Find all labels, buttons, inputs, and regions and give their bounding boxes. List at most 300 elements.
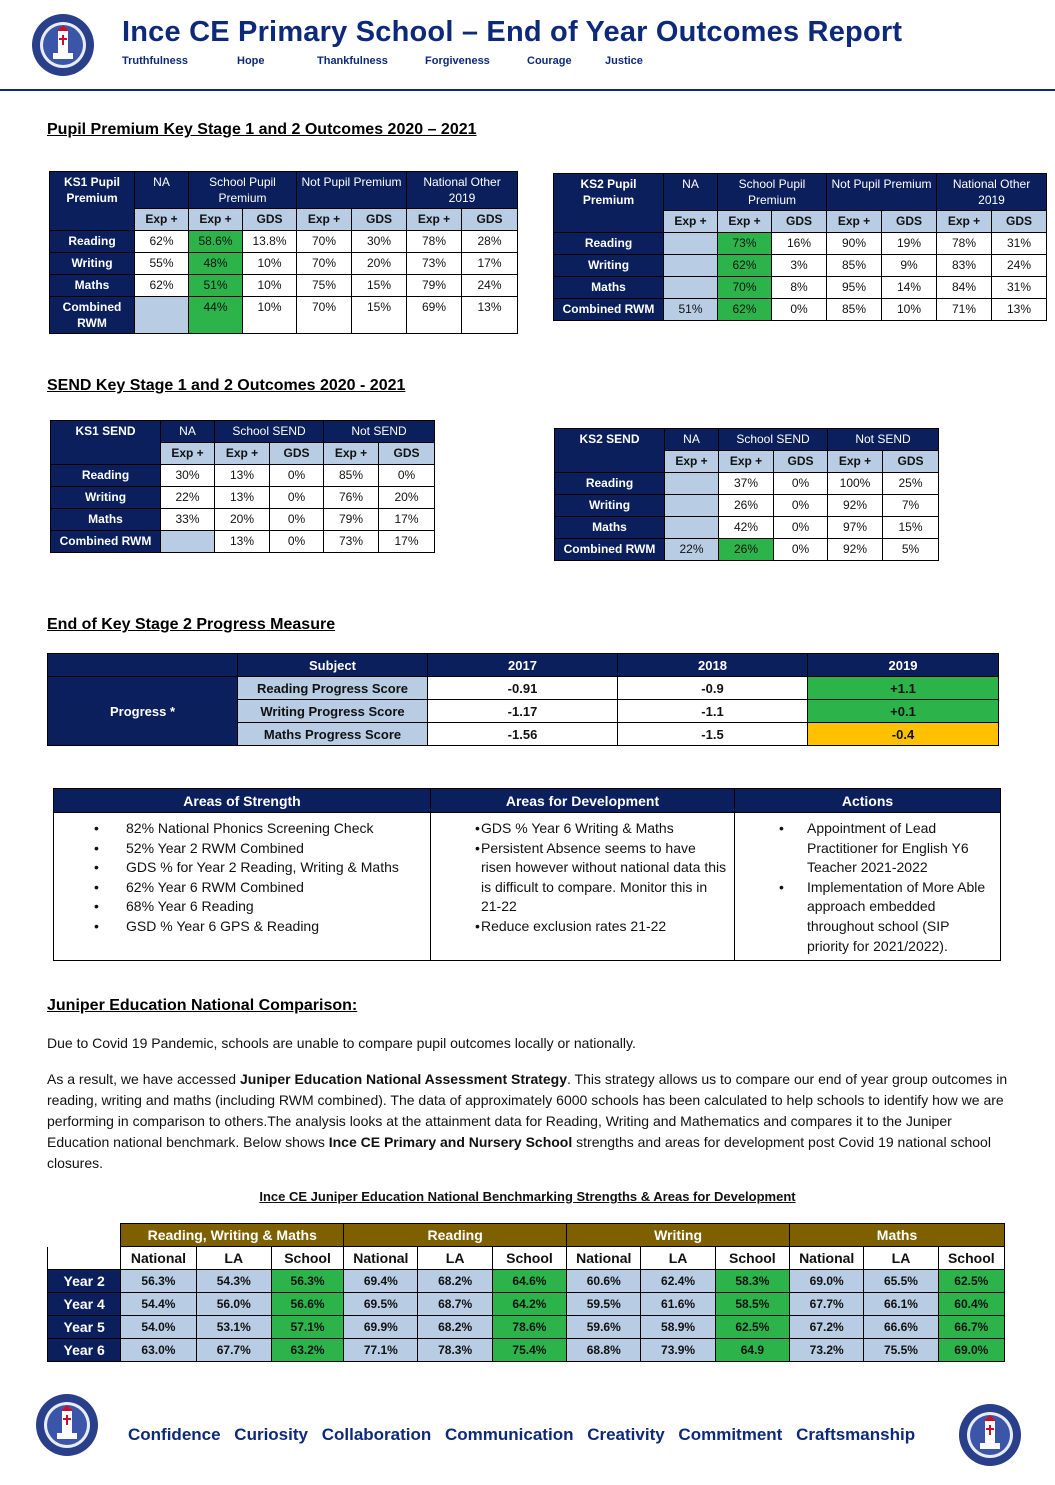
table-cell: 78%: [937, 233, 992, 255]
table-cell: 13%: [215, 487, 270, 509]
score-cell: +1.1: [808, 677, 999, 700]
table-cell: 24%: [992, 255, 1047, 277]
exp-header: Exp +: [664, 211, 718, 233]
list-item: • 68% Year 6 Reading: [54, 897, 430, 917]
table-cell: 60.6%: [567, 1270, 641, 1293]
table-cell: 20%: [352, 253, 407, 275]
table-row: [50, 297, 518, 334]
table-cell: 73%: [718, 233, 772, 255]
year-label: Year 6: [48, 1339, 121, 1362]
row-label: Writing: [50, 253, 135, 275]
list-item: • 62% Year 6 RWM Combined: [54, 878, 430, 898]
table-row: [51, 465, 435, 487]
value-courage: Courage: [527, 55, 572, 67]
gds-header: GDS: [352, 209, 407, 231]
table-cell: 69.5%: [344, 1293, 418, 1316]
table-cell: 100%: [828, 473, 883, 495]
para-text: . This strategy allows us to compare our end of year group outcomes in reading, writing and maths (including RWM combined). The data of approximately 6000 schools has been calculated to help schools to identify how we are performing in comparison to others.The analysis looks at the attainment data for Reading, Writing and Mathematics and compares it to the Juniper Education national benchmark. Below shows: [47, 1071, 1008, 1150]
school-pp-header: School Pupil Premium: [718, 174, 827, 211]
footer-word: Curiosity: [234, 1425, 308, 1444]
exp-header: Exp +: [407, 209, 462, 231]
juniper-heading: Juniper Education National Comparison:: [47, 997, 358, 1014]
col-header: LA: [196, 1247, 271, 1270]
table-cell: 95%: [827, 277, 882, 299]
score-cell: -0.91: [428, 677, 618, 700]
table-cell: 51%: [189, 275, 243, 297]
table-cell: 17%: [462, 253, 518, 275]
table-cell: 78.6%: [492, 1316, 566, 1339]
table-cell: 68.8%: [567, 1339, 641, 1362]
gds-header: GDS: [270, 443, 324, 465]
table-cell: 58.9%: [641, 1316, 715, 1339]
table-cell: 16%: [772, 233, 827, 255]
table-row: [48, 1270, 1005, 1293]
table-cell: 31%: [992, 233, 1047, 255]
table-cell: 37%: [719, 473, 774, 495]
table-cell: 84%: [937, 277, 992, 299]
exp-header: Exp +: [189, 209, 243, 231]
progress-row-label: Progress *: [48, 677, 238, 746]
exp-header: Exp +: [135, 209, 189, 231]
table-cell: 75.5%: [864, 1339, 938, 1362]
ks1-send-title: KS1 SEND: [51, 421, 161, 465]
group-header: Maths: [790, 1224, 1005, 1247]
table-cell: 19%: [882, 233, 937, 255]
footer-word: Craftsmanship: [796, 1425, 916, 1444]
table-cell: 0%: [270, 531, 324, 553]
ks2-pp-title: KS2 Pupil Premium: [554, 174, 664, 233]
table-cell: 15%: [352, 297, 407, 334]
col-header: LA: [641, 1247, 715, 1270]
juniper-para-1: Due to Covid 19 Pandemic, schools are unable to compare pupil outcomes locally or nationally.: [47, 1035, 636, 1051]
value-justice: Justice: [605, 55, 643, 67]
table-cell: 56.6%: [271, 1293, 343, 1316]
table-cell: 73.2%: [790, 1339, 864, 1362]
table-cell: 66.7%: [938, 1316, 1004, 1339]
table-cell: 9%: [882, 255, 937, 277]
year-label: Year 5: [48, 1316, 121, 1339]
table-cell: 15%: [352, 275, 407, 297]
para-bold: Juniper Education National Assessment Strategy: [240, 1071, 568, 1087]
table-cell: 17%: [379, 509, 435, 531]
table-cell: 75%: [297, 275, 352, 297]
table-cell: 58.3%: [715, 1270, 789, 1293]
school-pp-header: School Pupil Premium: [189, 172, 297, 209]
table-cell: 77.1%: [344, 1339, 418, 1362]
table-row: [50, 275, 518, 297]
list-item: • Persistent Absence seems to have risen however without national data this is difficult to compare. Monitor this in 21-22: [431, 839, 728, 917]
table-cell: 57.1%: [271, 1316, 343, 1339]
table-cell: 0%: [774, 517, 828, 539]
actions-cell: [735, 813, 1001, 961]
gds-header: GDS: [243, 209, 297, 231]
para-text: As a result, we have accessed: [47, 1071, 240, 1087]
areas-table: [53, 788, 1001, 961]
table-cell: 62.5%: [715, 1316, 789, 1339]
table-cell: 79%: [407, 275, 462, 297]
table-cell: 76%: [324, 487, 379, 509]
table-cell: [664, 255, 718, 277]
table-cell: 17%: [379, 531, 435, 553]
table-cell: 70%: [297, 253, 352, 275]
not-send-header: Not SEND: [828, 429, 939, 451]
table-cell: 7%: [883, 495, 939, 517]
table-row: [554, 277, 1047, 299]
table-row: [50, 253, 518, 275]
table-cell: 85%: [827, 299, 882, 321]
table-cell: 69.4%: [344, 1270, 418, 1293]
footer-word: Commitment: [678, 1425, 783, 1444]
value-forgiveness: Forgiveness: [425, 55, 490, 67]
school-send-header: School SEND: [719, 429, 828, 451]
row-label: Combined RWM: [554, 299, 664, 321]
table-cell: 73%: [324, 531, 379, 553]
score-cell: -1.56: [428, 723, 618, 746]
table-cell: 42%: [719, 517, 774, 539]
not-pp-header: Not Pupil Premium: [297, 172, 407, 209]
table-cell: [135, 297, 189, 334]
table-cell: 53.1%: [196, 1316, 271, 1339]
table-cell: 69.0%: [790, 1270, 864, 1293]
exp-header: Exp +: [161, 443, 215, 465]
table-row: [51, 531, 435, 553]
gds-header: GDS: [772, 211, 827, 233]
gds-header: GDS: [883, 451, 939, 473]
school-send-header: School SEND: [215, 421, 324, 443]
benchmark-table: [47, 1223, 1005, 1362]
table-cell: 58.6%: [189, 231, 243, 253]
table-cell: [664, 277, 718, 299]
col-header: National: [121, 1247, 196, 1270]
table-cell: 67.2%: [790, 1316, 864, 1339]
gds-header: GDS: [462, 209, 518, 231]
development-cell: [431, 813, 735, 961]
table-row: [555, 539, 939, 561]
table-cell: 62.4%: [641, 1270, 715, 1293]
col-header: School: [492, 1247, 566, 1270]
gds-header: GDS: [774, 451, 828, 473]
table-cell: 59.6%: [567, 1316, 641, 1339]
table-cell: 0%: [772, 299, 827, 321]
page-title: Ince CE Primary School – End of Year Outcomes Report: [122, 16, 903, 48]
table-cell: 70%: [297, 297, 352, 334]
row-label: Maths: [555, 517, 665, 539]
table-cell: [665, 473, 719, 495]
table-cell: 90%: [827, 233, 882, 255]
gds-header: GDS: [992, 211, 1047, 233]
list-item: • GDS % Year 6 Writing & Maths: [431, 819, 728, 839]
table-cell: 26%: [719, 539, 774, 561]
score-cell: -1.5: [618, 723, 808, 746]
table-cell: 70%: [718, 277, 772, 299]
table-cell: 13%: [462, 297, 518, 334]
pp-heading: Pupil Premium Key Stage 1 and 2 Outcomes 2020 – 2021: [47, 121, 477, 138]
table-cell: 62%: [718, 299, 772, 321]
exp-header: Exp +: [719, 451, 774, 473]
row-label: Writing: [51, 487, 161, 509]
bench-corner: [48, 1224, 121, 1247]
value-hope: Hope: [237, 55, 265, 67]
development-header: Areas for Development: [431, 789, 735, 813]
table-cell: [665, 517, 719, 539]
table-cell: 69%: [407, 297, 462, 334]
benchmark-title: Ince CE Juniper Education National Benchmarking Strengths & Areas for Development: [259, 1189, 796, 1204]
row-label: Writing: [555, 495, 665, 517]
year-header: 2017: [428, 654, 618, 677]
row-label: Maths: [50, 275, 135, 297]
table-cell: 24%: [462, 275, 518, 297]
table-row: [555, 473, 939, 495]
col-header: School: [715, 1247, 789, 1270]
col-header: School: [271, 1247, 343, 1270]
table-cell: 66.1%: [864, 1293, 938, 1316]
table-cell: 25%: [883, 473, 939, 495]
row-label: Maths: [554, 277, 664, 299]
list-item: • 82% National Phonics Screening Check: [54, 819, 430, 839]
table-cell: 0%: [774, 473, 828, 495]
table-row: [48, 1293, 1005, 1316]
list-item: • Reduce exclusion rates 21-22: [431, 917, 728, 937]
table-cell: 67.7%: [790, 1293, 864, 1316]
list-item: • Implementation of More Able approach embedded throughout school (SIP priority for 2021/2022).: [735, 878, 994, 956]
exp-header: Exp +: [937, 211, 992, 233]
table-cell: 10%: [243, 275, 297, 297]
table-cell: 15%: [883, 517, 939, 539]
table-cell: 68.2%: [418, 1316, 492, 1339]
table-cell: 66.6%: [864, 1316, 938, 1339]
list-item: • GDS % for Year 2 Reading, Writing & Maths: [54, 858, 430, 878]
table-cell: 62%: [718, 255, 772, 277]
school-crest-logo: [31, 13, 95, 77]
table-cell: 31%: [992, 277, 1047, 299]
ks1-pp-table: [49, 171, 518, 334]
na-header: NA: [161, 421, 215, 443]
table-cell: 85%: [827, 255, 882, 277]
group-header: Reading: [344, 1224, 567, 1247]
table-row: [554, 255, 1047, 277]
table-cell: 54.0%: [121, 1316, 196, 1339]
table-cell: 20%: [215, 509, 270, 531]
na-header: NA: [135, 172, 189, 209]
table-cell: 62%: [135, 275, 189, 297]
actions-list: [735, 813, 1000, 960]
table-cell: 67.7%: [196, 1339, 271, 1362]
table-cell: 56.0%: [196, 1293, 271, 1316]
exp-header: Exp +: [215, 443, 270, 465]
table-cell: 78%: [407, 231, 462, 253]
year-label: Year 2: [48, 1270, 121, 1293]
gds-header: GDS: [379, 443, 435, 465]
table-cell: 62.5%: [938, 1270, 1004, 1293]
table-cell: 26%: [719, 495, 774, 517]
ks2-send-title: KS2 SEND: [555, 429, 665, 473]
exp-header: Exp +: [324, 443, 379, 465]
table-cell: 14%: [882, 277, 937, 299]
table-row: [48, 677, 999, 700]
table-row: [50, 231, 518, 253]
score-cell: -0.4: [808, 723, 999, 746]
table-cell: 51%: [664, 299, 718, 321]
school-crest-logo: [35, 1393, 99, 1457]
table-cell: 58.5%: [715, 1293, 789, 1316]
subject-cell: Reading Progress Score: [238, 677, 428, 700]
table-cell: 73%: [407, 253, 462, 275]
list-item: • 52% Year 2 RWM Combined: [54, 839, 430, 859]
col-header: National: [790, 1247, 864, 1270]
table-cell: 20%: [379, 487, 435, 509]
table-cell: 0%: [270, 465, 324, 487]
row-label: Writing: [554, 255, 664, 277]
row-label: Maths: [51, 509, 161, 531]
table-cell: 62%: [135, 231, 189, 253]
table-cell: 10%: [882, 299, 937, 321]
ks1-send-table: [50, 420, 435, 553]
table-cell: 61.6%: [641, 1293, 715, 1316]
table-cell: 59.5%: [567, 1293, 641, 1316]
table-cell: 56.3%: [271, 1270, 343, 1293]
table-cell: 0%: [774, 495, 828, 517]
send-heading: SEND Key Stage 1 and 2 Outcomes 2020 - 2021: [47, 377, 406, 394]
subject-cell: Writing Progress Score: [238, 700, 428, 723]
table-cell: 92%: [828, 539, 883, 561]
group-header: Reading, Writing & Maths: [121, 1224, 344, 1247]
not-send-header: Not SEND: [324, 421, 435, 443]
table-cell: 8%: [772, 277, 827, 299]
table-cell: 44%: [189, 297, 243, 334]
bench-corner: [48, 1247, 121, 1270]
table-cell: [161, 531, 215, 553]
table-row: [555, 495, 939, 517]
value-truthfulness: Truthfulness: [122, 55, 189, 67]
col-header: LA: [418, 1247, 492, 1270]
table-cell: 65.5%: [864, 1270, 938, 1293]
table-cell: 30%: [352, 231, 407, 253]
table-cell: 68.2%: [418, 1270, 492, 1293]
header-rule: [0, 89, 1055, 91]
table-cell: 56.3%: [121, 1270, 196, 1293]
para-text: strengths and areas for development post Covid 19 national school closures.: [47, 1134, 991, 1171]
table-cell: 33%: [161, 509, 215, 531]
table-cell: 54.4%: [121, 1293, 196, 1316]
group-header: Writing: [567, 1224, 790, 1247]
table-cell: 0%: [379, 465, 435, 487]
table-row: [48, 1339, 1005, 1362]
footer-word: Confidence: [128, 1425, 221, 1444]
para-bold: Ince CE Primary and Nursery School: [328, 1134, 573, 1150]
score-cell: +0.1: [808, 700, 999, 723]
footer-word: Creativity: [587, 1425, 665, 1444]
juniper-para-2: [47, 1069, 1012, 1174]
col-header: School: [938, 1247, 1004, 1270]
row-label: Reading: [51, 465, 161, 487]
footer-word: Collaboration: [321, 1425, 432, 1444]
na-header: NA: [665, 429, 719, 451]
table-cell: 75.4%: [492, 1339, 566, 1362]
nat-other-header: National Other 2019: [937, 174, 1047, 211]
ks2-pp-table: [553, 173, 1047, 321]
subject-cell: Maths Progress Score: [238, 723, 428, 746]
page-header: [0, 0, 1055, 92]
exp-header: Exp +: [827, 211, 882, 233]
table-cell: 48%: [189, 253, 243, 275]
year-header: 2018: [618, 654, 808, 677]
progress-table: [47, 653, 999, 746]
table-cell: 22%: [161, 487, 215, 509]
development-list: [431, 813, 734, 941]
table-row: [554, 299, 1047, 321]
table-cell: 13%: [215, 465, 270, 487]
table-cell: 0%: [270, 509, 324, 531]
na-header: NA: [664, 174, 718, 211]
table-cell: 92%: [828, 495, 883, 517]
table-cell: 54.3%: [196, 1270, 271, 1293]
table-cell: 5%: [883, 539, 939, 561]
col-header: National: [344, 1247, 418, 1270]
table-cell: 0%: [270, 487, 324, 509]
exp-header: Exp +: [297, 209, 352, 231]
table-row: [555, 517, 939, 539]
row-label: Combined RWM: [555, 539, 665, 561]
table-cell: 13%: [215, 531, 270, 553]
table-cell: 13.8%: [243, 231, 297, 253]
table-cell: 13%: [992, 299, 1047, 321]
score-cell: -1.1: [618, 700, 808, 723]
list-item: • GSD % Year 6 GPS & Reading: [54, 917, 430, 937]
subject-header: Subject: [238, 654, 428, 677]
progress-heading: End of Key Stage 2 Progress Measure: [47, 616, 336, 633]
year-label: Year 4: [48, 1293, 121, 1316]
table-cell: 64.2%: [492, 1293, 566, 1316]
table-cell: 64.9: [715, 1339, 789, 1362]
row-label: Reading: [554, 233, 664, 255]
table-cell: 22%: [665, 539, 719, 561]
table-cell: [664, 233, 718, 255]
strength-header: Areas of Strength: [54, 789, 431, 813]
list-item: • Appointment of Lead Practitioner for English Y6 Teacher 2021-2022: [735, 819, 994, 878]
table-row: [48, 1316, 1005, 1339]
table-row: [554, 233, 1047, 255]
row-label: Reading: [555, 473, 665, 495]
table-cell: 69.0%: [938, 1339, 1004, 1362]
row-label: Combined RWM: [50, 297, 135, 334]
gds-header: GDS: [882, 211, 937, 233]
table-cell: 60.4%: [938, 1293, 1004, 1316]
table-row: [51, 509, 435, 531]
table-cell: 64.6%: [492, 1270, 566, 1293]
table-cell: 79%: [324, 509, 379, 531]
table-row: [51, 487, 435, 509]
table-cell: 69.9%: [344, 1316, 418, 1339]
table-cell: 68.7%: [418, 1293, 492, 1316]
table-cell: 71%: [937, 299, 992, 321]
table-cell: 55%: [135, 253, 189, 275]
footer-values: [128, 1425, 924, 1445]
table-cell: [665, 495, 719, 517]
exp-header: Exp +: [665, 451, 719, 473]
progress-corner: [48, 654, 238, 677]
table-cell: 70%: [297, 231, 352, 253]
footer-word: Communication: [445, 1425, 574, 1444]
table-cell: 10%: [243, 253, 297, 275]
school-crest-logo: [958, 1403, 1022, 1467]
table-cell: 73.9%: [641, 1339, 715, 1362]
row-label: Reading: [50, 231, 135, 253]
table-cell: 10%: [243, 297, 297, 334]
exp-header: Exp +: [718, 211, 772, 233]
row-label: Combined RWM: [51, 531, 161, 553]
ks2-send-table: [554, 428, 939, 561]
col-header: National: [567, 1247, 641, 1270]
